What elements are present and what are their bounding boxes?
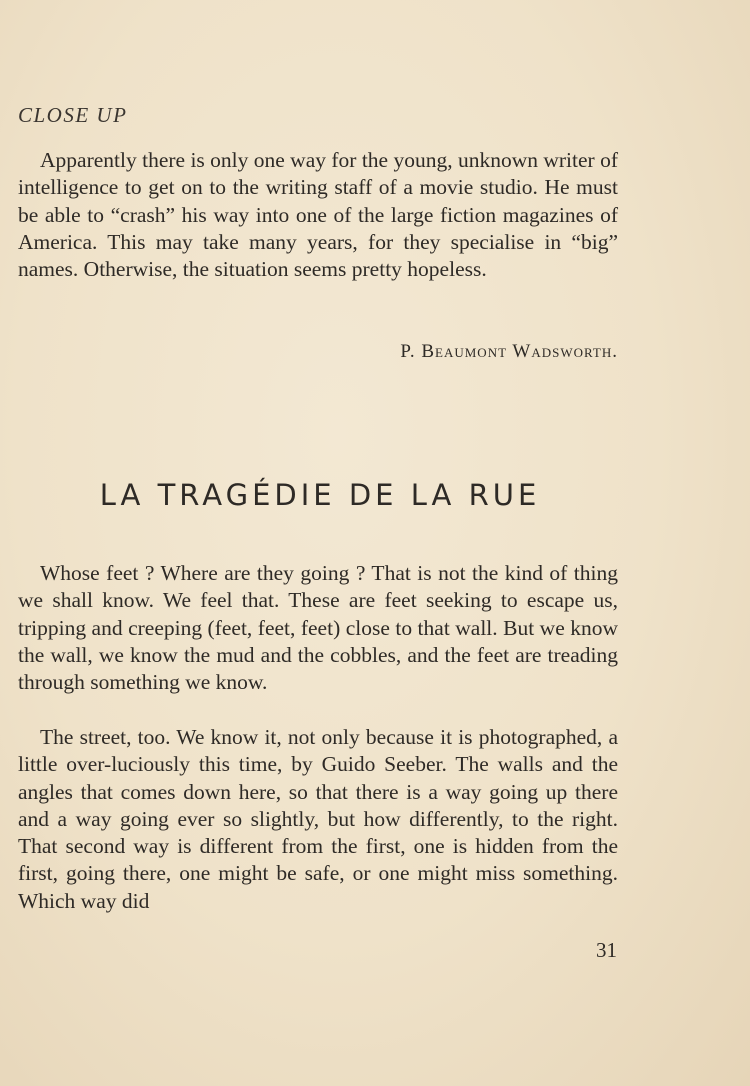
article-title: LA TRAGÉDIE DE LA RUE bbox=[99, 478, 541, 512]
letter-paragraph: Apparently there is only one way for the young, unknown writer of intelligence to get on to the writing staff of a movie studio. He must be able to “crash” his way into one of the large fiction magazines of America. This may take many years, for they specialise in “big” names. Otherwise, the situation seems pretty hopeless. bbox=[18, 148, 618, 282]
letter-signature: P. Beaumont Wadsworth. bbox=[400, 341, 618, 362]
running-head: CLOSE UP bbox=[18, 103, 128, 127]
article-paragraph-2: The street, too. We know it, not only because it is photographed, a little over-luciously this time, by Guido Seeber. The walls and the angles that comes down here, so that there is a way going up there and a way going ever so slightly, but how differently, to the right. That second way is different from the first, one is hidden from the first, going there, one might be safe, or one might miss something. Which way did bbox=[18, 725, 618, 913]
article-paragraph-1: Whose feet ? Where are they going ? That is not the kind of thing we shall know. We feel that. These are feet seeking to escape us, tripping and creeping (feet, feet, feet) close to that wall. But we know the wall, we know the mud and the cobbles, and the feet are treading through something we know. bbox=[18, 561, 618, 695]
page-number: 31 bbox=[596, 938, 617, 962]
